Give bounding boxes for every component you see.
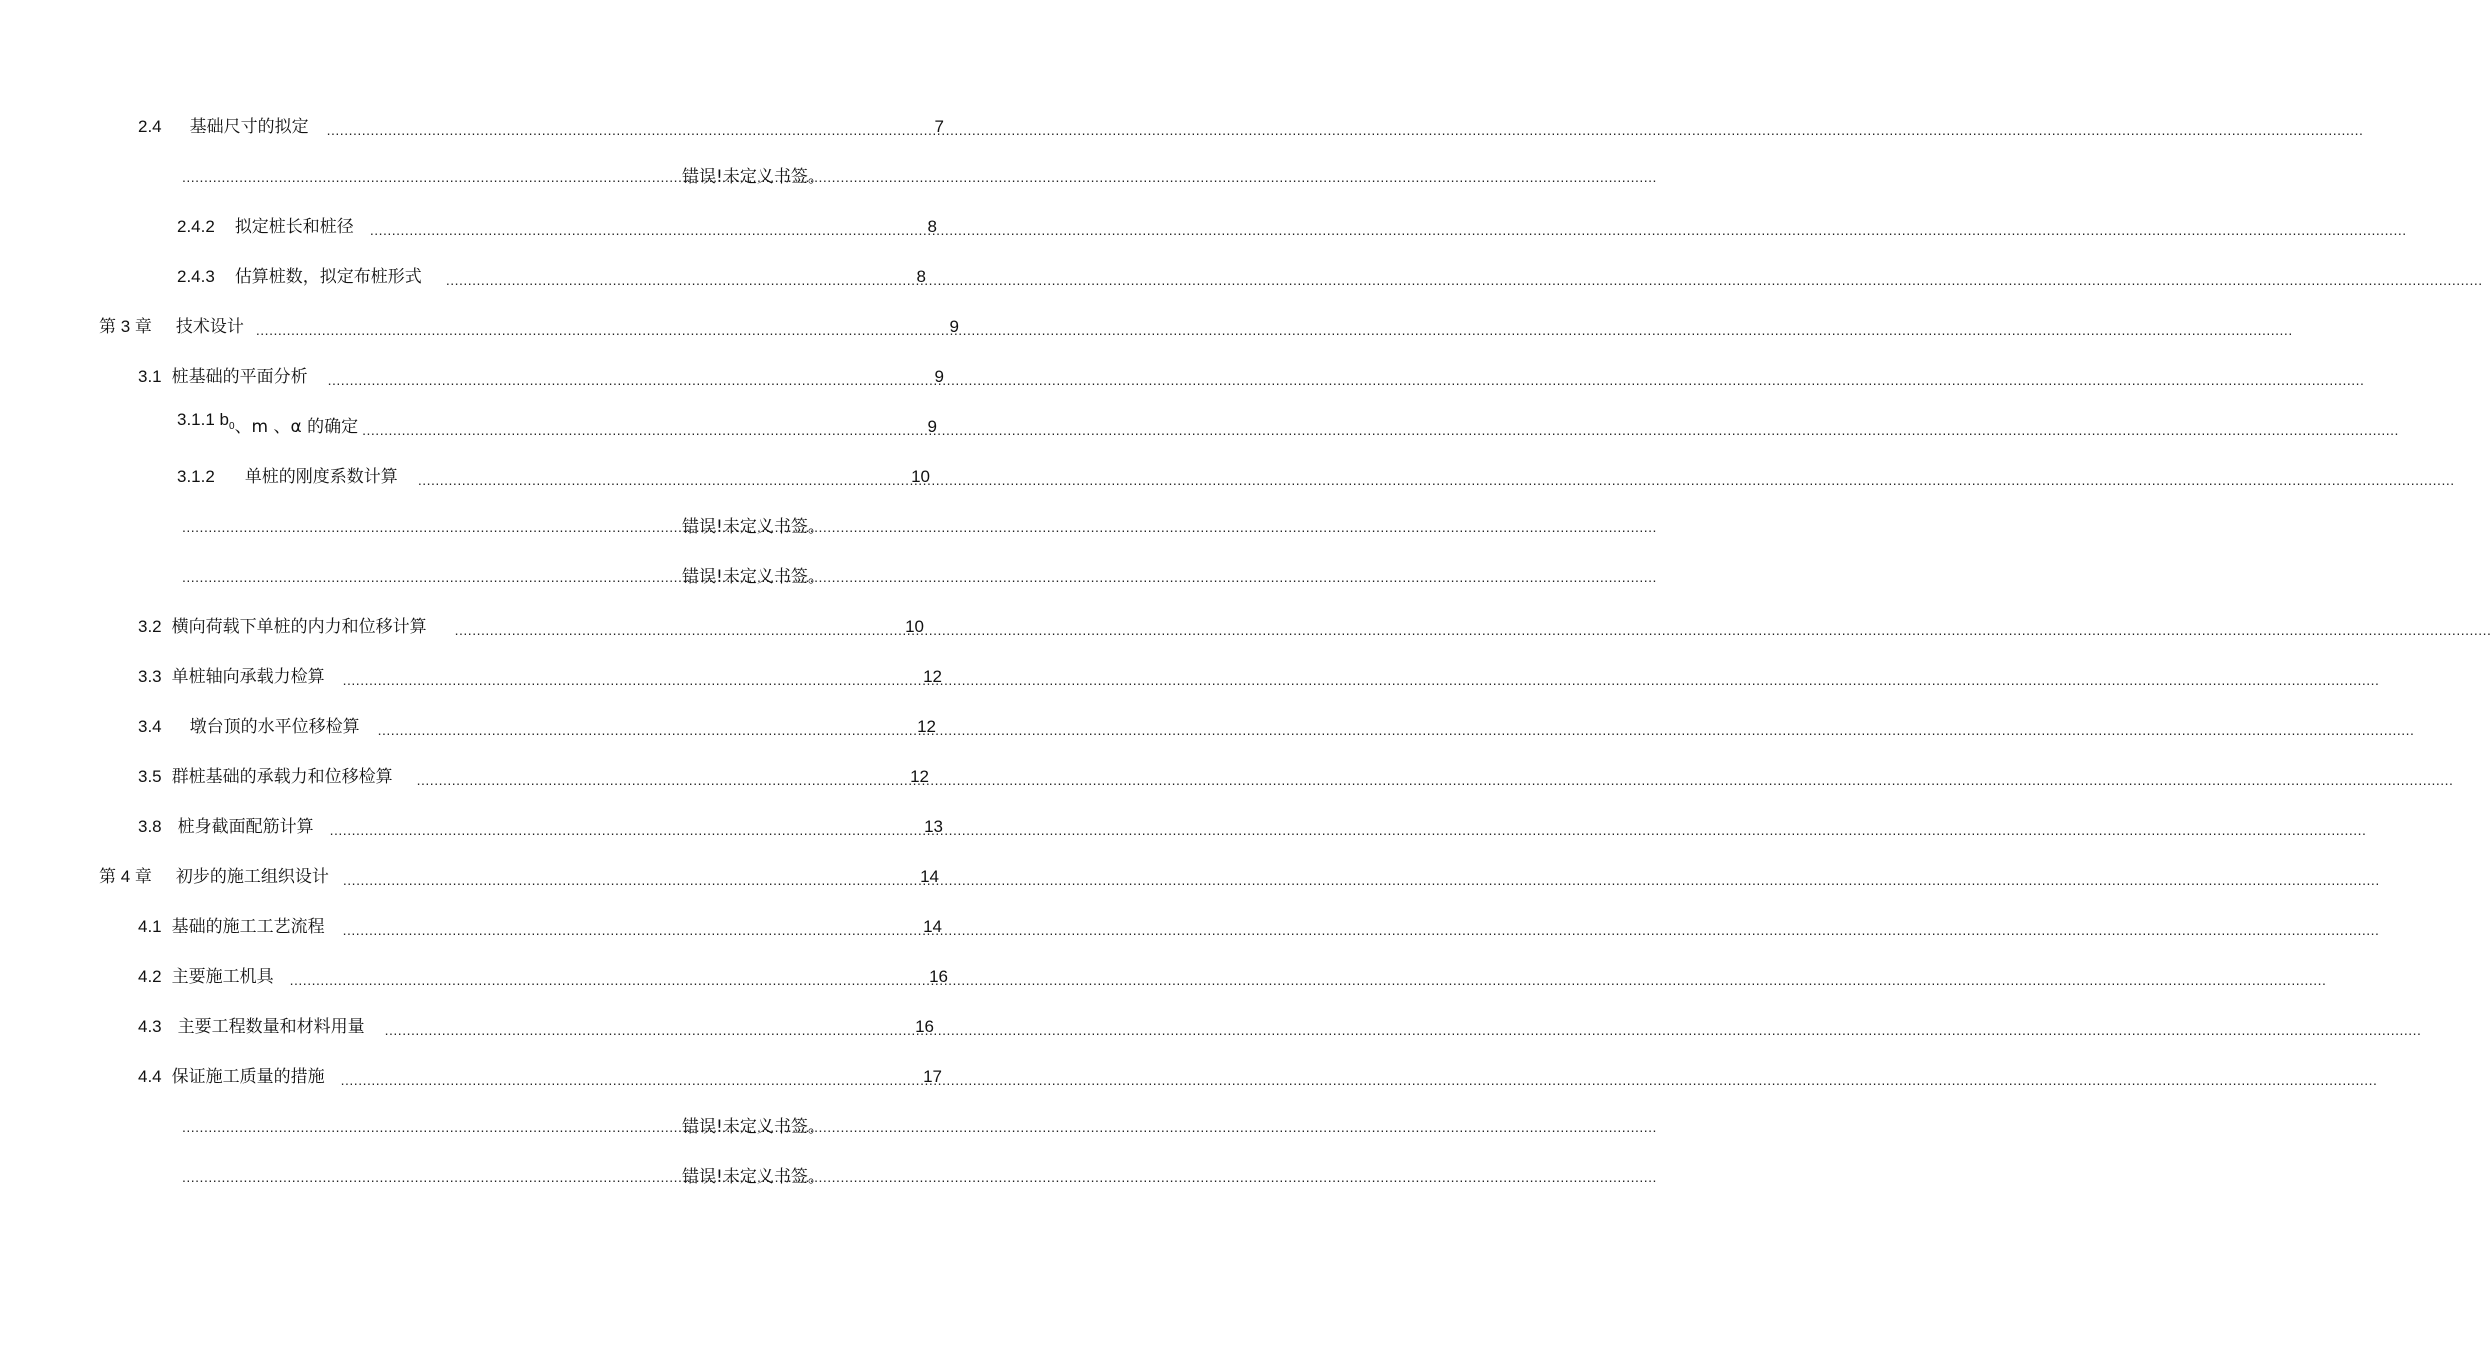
toc-entry-number-text: 3.1.1 b [177,410,229,429]
toc-error-entry[interactable] [182,512,882,538]
toc-chapter-entry[interactable] [99,312,959,338]
toc-entry-page: 10 [911,467,930,486]
toc-leader [290,966,923,988]
toc-entry-number: 3.4 [138,717,162,736]
toc-leader [455,616,899,638]
toc-entry-number: 第 4 章 [99,867,152,886]
toc-entry-subscript: 0 [229,421,235,432]
toc-error-entry[interactable] [182,1162,882,1188]
toc-entry-title: 群桩基础的承载力和位移检算 [171,767,393,787]
toc-leader [182,517,742,535]
toc-error-text: 错误!未定义书签。 [682,1167,825,1187]
toc-entry-title: 、m 、α 的确定 [234,417,359,437]
toc-entry-title: 初步的施工组织设计 [175,867,329,887]
toc-leader [418,466,905,488]
toc-entry-number [177,409,235,438]
toc-entry[interactable] [138,912,942,938]
toc-entry-title: 横向荷载下单桩的内力和位移计算 [171,617,427,637]
toc-entry-page: 12 [923,667,942,686]
toc-entry-title: 拟定桩长和桩径 [234,217,354,237]
toc-entry-title: 单桩轴向承载力检算 [171,667,325,687]
toc-leader [182,567,742,585]
toc-error-text: 错误!未定义书签。 [682,517,825,537]
toc-entry-page: 17 [923,1067,942,1086]
toc-leader [327,116,929,138]
toc-entry[interactable] [138,112,944,138]
toc-leader [328,366,929,388]
toc-leader [182,1167,742,1185]
toc-entry[interactable] [138,612,924,638]
toc-entry[interactable] [138,662,942,688]
toc-chapter-entry[interactable] [99,862,939,888]
toc-error-entry[interactable] [182,162,882,188]
toc-entry[interactable] [138,1062,942,1088]
toc-entry-number: 2.4 [138,117,162,136]
toc-error-text: 错误!未定义书签。 [682,167,825,187]
toc-entry-number: 2.4.3 [177,267,215,286]
toc-entry-number: 3.1 [138,367,162,386]
toc-leader [343,866,914,888]
toc-entry-number: 2.4.2 [177,217,215,236]
toc-entry-number: 4.3 [138,1017,162,1036]
toc-entry-title: 主要工程数量和材料用量 [177,1017,365,1037]
toc-leader [362,416,921,438]
toc-leader [256,316,944,338]
toc-entry[interactable] [177,462,930,488]
toc-leader [182,1117,742,1135]
toc-entry-page: 16 [929,967,948,986]
toc-leader [341,1066,917,1088]
toc-entry-page: 14 [923,917,942,936]
toc-entry-title: 保证施工质量的措施 [171,1067,325,1087]
toc-entry[interactable] [138,812,943,838]
toc-leader [182,167,742,185]
toc-entry-title: 估算桩数，拟定布桩形式 [234,267,422,287]
toc-entry[interactable] [177,212,937,238]
toc-entry-number: 4.4 [138,1067,162,1086]
toc-entry-title: 墩台顶的水平位移检算 [189,717,360,737]
toc-entry-number: 4.1 [138,917,162,936]
toc-entry-number: 3.5 [138,767,162,786]
toc-leader [370,216,922,238]
toc-entry-page: 7 [934,117,944,136]
toc-entry[interactable] [138,1012,934,1038]
toc-error-entry[interactable] [182,1112,882,1138]
toc-entry-page: 12 [910,767,929,786]
toc-entry-number: 3.3 [138,667,162,686]
toc-entry-page: 13 [924,817,943,836]
toc-leader [446,266,911,288]
toc-entry-number: 第 3 章 [99,317,152,336]
toc-entry[interactable] [138,712,936,738]
toc-entry-title: 技术设计 [175,317,244,337]
toc-entry-page: 9 [927,417,937,436]
toc-entry-number: 3.1.2 [177,467,215,486]
toc-entry[interactable] [177,262,926,288]
toc-leader [385,1016,909,1038]
toc-entry[interactable] [138,762,929,788]
toc-entry-title: 桩基础的平面分析 [171,367,308,387]
toc-error-entry[interactable] [182,562,882,588]
toc-leader [417,766,904,788]
toc-entry-number: 3.2 [138,617,162,636]
toc-entry-page: 8 [916,267,926,286]
toc-entry-page: 8 [927,217,937,236]
toc-leader [343,916,917,938]
toc-entry-title: 主要施工机具 [171,967,274,987]
toc-entry-page: 9 [949,317,959,336]
toc-entry-number: 3.8 [138,817,162,836]
toc-entry-page: 16 [915,1017,934,1036]
toc-entry[interactable] [138,362,944,388]
toc-entry-page: 10 [905,617,924,636]
toc-entry-title: 单桩的刚度系数计算 [244,467,398,487]
toc-entry-number: 4.2 [138,967,162,986]
toc-entry[interactable] [177,412,937,438]
toc-entry-page: 9 [934,367,944,386]
toc-entry-page: 12 [917,717,936,736]
toc-leader [330,816,918,838]
toc-leader [378,716,911,738]
toc-error-text: 错误!未定义书签。 [682,567,825,587]
toc-leader [343,666,917,688]
toc-entry-title: 基础尺寸的拟定 [189,117,309,137]
toc-entry[interactable] [138,962,948,988]
toc-error-text: 错误!未定义书签。 [682,1117,825,1137]
toc-entry-title: 基础的施工工艺流程 [171,917,325,937]
toc-entry-title: 桩身截面配筋计算 [177,817,314,837]
toc-entry-page: 14 [920,867,939,886]
